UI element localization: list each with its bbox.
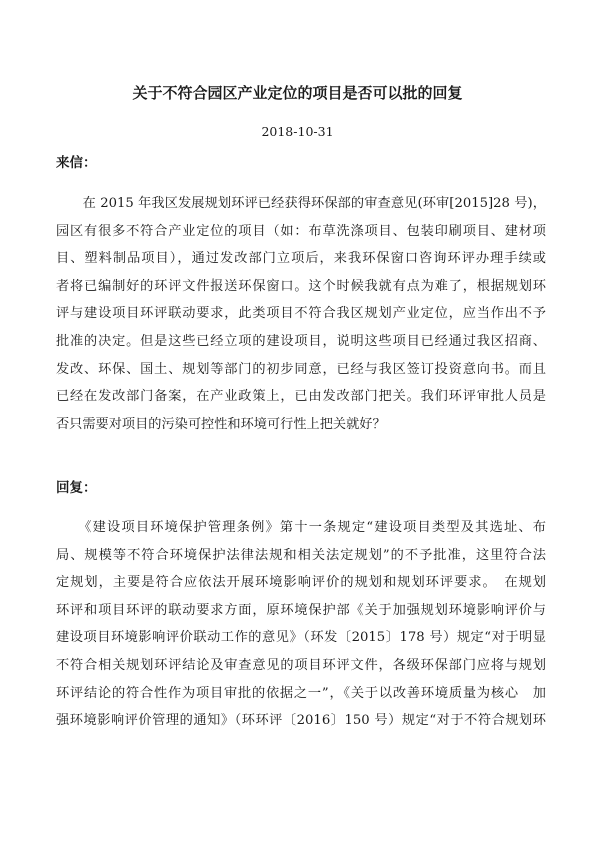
reply-line: 环评和项目环评的联动要求方面，原环境保护部《关于加强规划环境影响评价与	[56, 602, 546, 618]
letter-line: 在 2015 年我区发展规划环评已经获得环保部的审查意见(环审[2015]28 号)，	[56, 196, 546, 211]
document-title: 关于不符合园区产业定位的项目是否可以批的回复	[132, 84, 463, 102]
letter-line: 园区有很多不符合产业定位的项目（如：布草洗涤项目、包装印刷项目、建材项	[56, 223, 546, 239]
reply-line: 《建设项目环境保护管理条例》第十一条规定“建设项目类型及其选址、布	[56, 520, 546, 535]
letter-line: 者将已编制好的环评文件报送环保窗口。这个时候我就有点为难了，根据规划环	[56, 278, 546, 294]
document-date: 2018-10-31	[261, 124, 334, 139]
letter-line: 已经在发改部门备案，在产业政策上，已由发改部门把关。我们环评审批人员是	[56, 389, 546, 405]
reply-line: 环评结论的符合性作为项目审批的依据之一”，《关于以改善环境质量为核心 加	[56, 685, 546, 701]
letter-line: 批准的决定。但是这些已经立项的建设项目，说明这些项目已经通过我区招商、	[56, 333, 546, 349]
reply-heading: 回复：	[56, 480, 97, 496]
reply-line: 强环境影响评价管理的通知》（环环评〔2016〕150 号）规定“对于不符合规划环	[56, 713, 546, 729]
reply-line: 建设项目环境影响评价联动工作的意见》（环发〔2015〕178 号）规定“对于明显	[56, 630, 546, 646]
letter-line: 评与建设项目环评联动要求，此类项目不符合我区规划产业定位，应当作出不予	[56, 306, 546, 322]
letter-heading: 来信：	[56, 155, 97, 171]
reply-line: 定规划，主要是符合应依法开展环境影响评价的规划和规划环评要求。 在规划	[56, 575, 546, 591]
letter-paragraph	[56, 190, 546, 438]
letter-line: 发改、环保、国土、规划等部门的初步同意，已经与我区签订投资意向书。而且	[56, 361, 546, 377]
letter-line: 否只需要对项目的污染可控性和环境可行性上把关就好？	[56, 416, 386, 432]
reply-line: 局、规模等不符合环境保护法律法规和相关法定规划”的不予批准，这里符合法	[56, 547, 546, 563]
letter-line: 目、塑料制品项目），通过发改部门立项后，来我环保窗口咨询环评办理手续或	[56, 251, 546, 267]
reply-line: 不符合相关规划环评结论及审查意见的项目环评文件，各级环保部门应将与规划	[56, 657, 546, 673]
reply-paragraph	[56, 514, 546, 735]
